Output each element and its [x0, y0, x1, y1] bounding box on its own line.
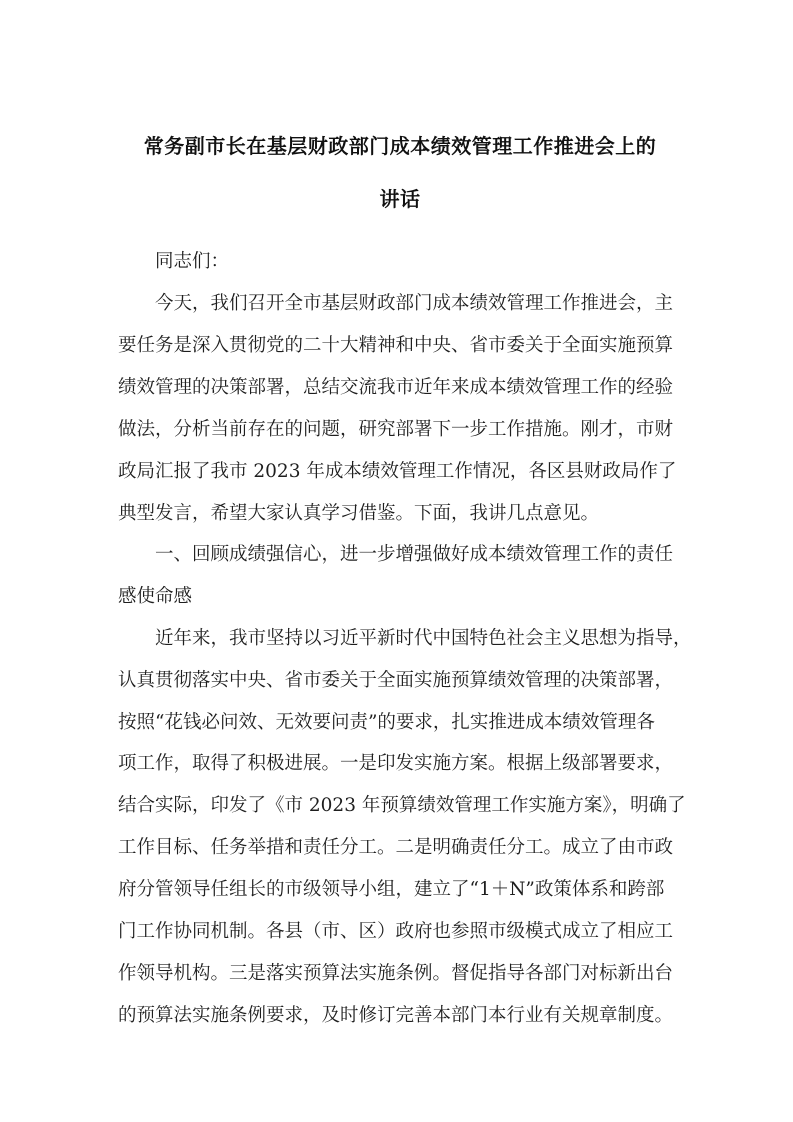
- salutation: 同志们：: [155, 251, 230, 272]
- paragraph-line: 门工作协同机制。各县（市、区）政府也参照市级模式成立了相应工: [118, 921, 674, 942]
- paragraph-line: 绩效管理的决策部署，总结交流我市近年来成本绩效管理工作的经验: [118, 377, 674, 398]
- paragraph-line: 项工作，取得了积极进展。一是印发实施方案。根据上级部署要求，: [118, 753, 674, 774]
- paragraph-line: 典型发言，希望大家认真学习借鉴。下面，我讲几点意见。: [118, 503, 600, 524]
- section-heading-line: 一、回顾成绩强信心，进一步增强做好成本绩效管理工作的责任: [155, 544, 674, 565]
- paragraph-line: 近年来，我市坚持以习近平新时代中国特色社会主义思想为指导，: [155, 628, 692, 649]
- paragraph-line: 按照“花钱必问效、无效要问责”的要求，扎实推进成本绩效管理各: [118, 712, 655, 733]
- paragraph-line: 结合实际，印发了《市 2023 年预算绩效管理工作实施方案》，明确了: [118, 795, 686, 816]
- document-title-line-1: 常务副市长在基层财政部门成本绩效管理工作推进会上的: [143, 134, 657, 158]
- paragraph-line: 做法，分析当前存在的问题，研究部署下一步工作措施。刚才，市财: [118, 419, 674, 440]
- paragraph-line: 政局汇报了我市 2023 年成本绩效管理工作情况，各区县财政局作了: [118, 461, 677, 482]
- paragraph-line: 的预算法实施条例要求，及时修订完善本部门本行业有关规章制度。: [118, 1005, 674, 1026]
- paragraph-line: 工作目标、任务举措和责任分工。二是明确责任分工。成立了由市政: [118, 837, 674, 858]
- paragraph-line: 认真贯彻落实中央、省市委关于全面实施预算绩效管理的决策部署，: [118, 670, 674, 691]
- paragraph-line: 作领导机构。三是落实预算法实施条例。督促指导各部门对标新出台: [118, 963, 674, 984]
- paragraph-line: 要任务是深入贯彻党的二十大精神和中央、省市委关于全面实施预算: [118, 335, 674, 356]
- section-heading-line: 感使命感: [118, 586, 193, 607]
- paragraph-line: 府分管领导任组长的市级领导小组，建立了“1＋N”政策体系和跨部: [118, 879, 665, 900]
- document-title-line-2: 讲话: [379, 187, 421, 211]
- paragraph-line: 今天，我们召开全市基层财政部门成本绩效管理工作推进会，主: [155, 293, 674, 314]
